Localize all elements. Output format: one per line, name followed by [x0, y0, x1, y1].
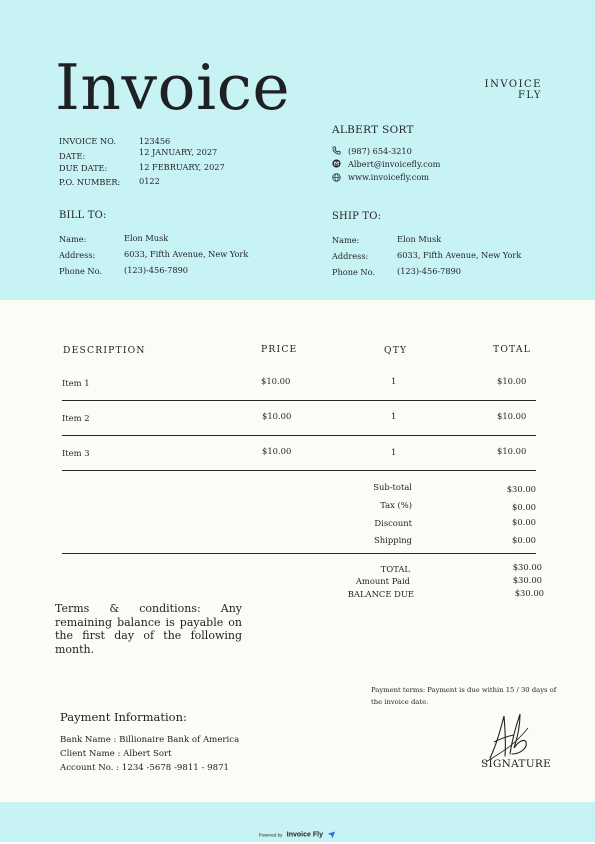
terms-and-conditions: Terms & conditions: Any remaining balance is payable on the first day of the following month.: [55, 602, 242, 656]
row-3-qty: 1: [391, 447, 397, 457]
powered-by-brand: Invoice Fly: [286, 831, 323, 839]
subtotal-label: Sub-total: [373, 482, 412, 492]
ship-to-phone-label: Phone No.: [332, 267, 375, 277]
payment-terms: Payment terms: Payment is due within 15 / 30 days of the invoice date.: [371, 686, 557, 706]
globe-icon: [332, 173, 341, 182]
shipping-value: $0.00: [512, 535, 536, 545]
column-header-price: PRICE: [261, 344, 298, 355]
amount-paid-label: Amount Paid: [355, 576, 410, 586]
page-title: Invoice: [55, 51, 291, 124]
row-2-price: $10.00: [262, 411, 292, 421]
row-1-qty: 1: [391, 376, 397, 386]
brand-line-2: FLY: [517, 90, 542, 101]
subtotal-value: $30.00: [506, 484, 536, 494]
company-phone: (987) 654-3210: [348, 146, 412, 156]
row-2-description: Item 2: [62, 413, 90, 423]
ship-to-heading: SHIP TO:: [332, 211, 382, 222]
row-2-total: $10.00: [497, 411, 527, 421]
invoicefly-logo-icon: [327, 831, 336, 839]
date-value: 12 JANUARY, 2027: [139, 147, 218, 157]
bill-to-heading: BILL TO:: [59, 210, 107, 221]
column-header-total: TOTAL: [493, 344, 532, 355]
due-date-value: 12 FEBRUARY, 2027: [139, 162, 225, 172]
due-date-label: DUE DATE:: [59, 163, 108, 173]
ship-to-address-label: Address:: [332, 251, 369, 261]
invoice-no-label: INVOICE NO.: [59, 136, 116, 146]
row-1-total: $10.00: [497, 376, 527, 386]
bill-to-address: 6033, Fifth Avenue, New York: [124, 249, 249, 259]
balance-due-label: BALANCE DUE: [347, 589, 414, 599]
row-divider: [62, 470, 536, 471]
account-number: Account No. : 1234 -5678 -9811 - 9871: [60, 763, 230, 773]
row-3-total: $10.00: [497, 446, 527, 456]
email-icon: [332, 159, 341, 168]
balance-due-value: $30.00: [514, 588, 544, 598]
brand-line-1: INVOICE: [484, 79, 542, 90]
tax-label: Tax (%): [380, 500, 412, 510]
row-2-qty: 1: [391, 411, 397, 421]
ship-to-name-label: Name:: [332, 235, 360, 245]
discount-value: $0.00: [512, 517, 536, 527]
payment-info-heading: Payment Information:: [60, 710, 187, 724]
invoice-no-value: 123456: [139, 136, 171, 146]
ship-to-address: 6033, Fifth Avenue, New York: [397, 250, 522, 260]
amount-paid-value: $30.00: [512, 575, 542, 585]
total-value: $30.00: [512, 562, 542, 572]
ship-to-phone: (123)-456-7890: [397, 266, 462, 276]
row-1-price: $10.00: [261, 376, 291, 386]
phone-icon: [332, 146, 341, 155]
bill-to-name: Elon Musk: [124, 233, 169, 243]
total-label: TOTAL: [380, 564, 410, 574]
tax-value: $0.00: [512, 502, 536, 512]
bill-to-phone-label: Phone No.: [59, 266, 102, 276]
client-name: Client Name : Albert Sort: [60, 749, 172, 759]
row-divider: [62, 400, 536, 401]
column-header-qty: QTY: [384, 345, 408, 356]
po-number-value: 0122: [139, 176, 160, 186]
column-header-description: DESCRIPTION: [63, 345, 146, 356]
discount-label: Discount: [374, 518, 412, 528]
company-email: Albert@invoicefly.com: [348, 159, 441, 169]
powered-by-label: Powered by: [258, 832, 283, 838]
shipping-label: Shipping: [374, 535, 412, 545]
row-divider: [62, 435, 536, 436]
powered-by: [0, 826, 595, 844]
summary-divider: [62, 553, 536, 554]
po-number-label: P.O. NUMBER:: [59, 177, 121, 187]
row-3-price: $10.00: [262, 446, 292, 456]
brand-logo: [470, 79, 542, 101]
company-name: ALBERT SORT: [332, 124, 414, 136]
company-website: www.invoicefly.com: [348, 172, 430, 182]
date-label: DATE:: [59, 151, 86, 161]
bill-to-address-label: Address:: [59, 250, 96, 260]
row-1-description: Item 1: [62, 378, 90, 388]
bill-to-name-label: Name:: [59, 234, 87, 244]
row-3-description: Item 3: [62, 448, 90, 458]
bank-name: Bank Name : Billionaire Bank of America: [60, 735, 240, 745]
ship-to-name: Elon Musk: [397, 234, 442, 244]
signature-label: SIGNATURE: [481, 758, 552, 770]
bill-to-phone: (123)-456-7890: [124, 265, 189, 275]
